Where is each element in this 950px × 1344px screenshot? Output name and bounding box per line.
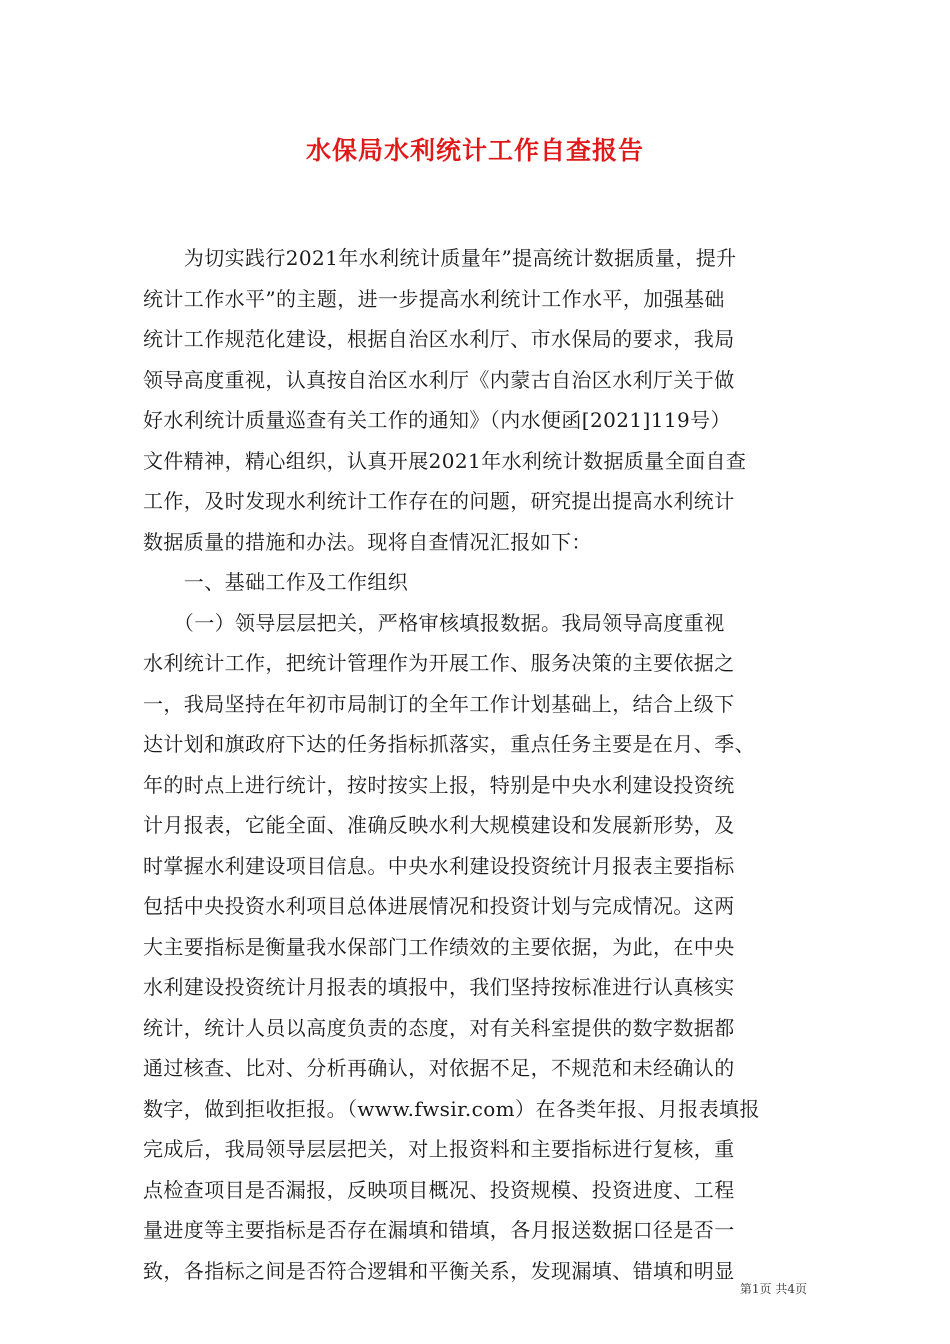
- document-body: [143, 238, 813, 1291]
- body-line: 通过核查、比对、分析再确认，对依据不足，不规范和未经确认的: [143, 1056, 735, 1080]
- page-number: 第1页 共4页: [739, 1282, 807, 1296]
- body-line: 工作，及时发现水利统计工作存在的问题，研究提出提高水利统计: [143, 489, 735, 513]
- body-line: 时掌握水利建设项目信息。中央水利建设投资统计月报表主要指标: [143, 853, 735, 878]
- document-title: 水保局水利统计工作自查报告: [305, 136, 644, 165]
- body-line: 水利建设投资统计月报表的填报中，我们坚持按标准进行认真核实: [143, 975, 735, 999]
- body-line: （一）领导层层把关，严格审核填报数据。我局领导高度重视: [143, 610, 725, 635]
- body-line: 领导高度重视，认真按自治区水利厅《内蒙古自治区水利厅关于做: [143, 367, 735, 392]
- body-line: 数字，做到拒收拒报。（www.fwsir.com）在各类年报、月报表填报: [143, 1096, 760, 1121]
- body-line: 点检查项目是否漏报，反映项目概况、投资规模、投资进度、工程: [143, 1177, 735, 1202]
- body-line: 数据质量的措施和办法。现将自查情况汇报如下：: [143, 529, 592, 554]
- body-line: 为切实践行2021年水利统计质量年”提高统计数据质量，提升: [143, 246, 737, 270]
- body-line: 包括中央投资水利项目总体进展情况和投资计划与完成情况。这两: [143, 894, 735, 918]
- body-line: 完成后，我局领导层层把关，对上报资料和主要指标进行复核，重: [143, 1137, 735, 1161]
- body-line: 统计工作规范化建设，根据自治区水利厅、市水保局的要求，我局: [143, 327, 735, 351]
- body-line: 致，各指标之间是否符合逻辑和平衡关系，发现漏填、错填和明显: [143, 1258, 735, 1283]
- body-line: 好水利统计质量巡查有关工作的通知》（内水便函[2021]119号）: [143, 408, 731, 432]
- body-line: 达计划和旗政府下达的任务指标抓落实，重点任务主要是在月、季、: [143, 732, 755, 756]
- section-heading: 一、基础工作及工作组织: [143, 570, 409, 594]
- body-line: 一，我局坚持在年初市局制订的全年工作计划基础上，结合上级下: [143, 691, 735, 716]
- body-line: 水利统计工作，把统计管理作为开展工作、服务决策的主要依据之: [143, 651, 735, 675]
- body-line: 统计工作水平”的主题，进一步提高水利统计工作水平，加强基础: [143, 286, 725, 311]
- body-line: 计月报表，它能全面、准确反映水利大规模建设和发展新形势，及: [143, 813, 735, 837]
- body-line: 年的时点上进行统计，按时按实上报，特别是中央水利建设投资统: [143, 772, 735, 797]
- body-line: 量进度等主要指标是否存在漏填和错填，各月报送数据口径是否一: [143, 1218, 735, 1242]
- body-line: 大主要指标是衡量我水保部门工作绩效的主要依据，为此，在中央: [143, 934, 735, 959]
- body-line: 统计，统计人员以高度负责的态度，对有关科室提供的数字数据都: [143, 1015, 735, 1040]
- body-line: 文件精神，精心组织，认真开展2021年水利统计数据质量全面自查: [143, 448, 747, 473]
